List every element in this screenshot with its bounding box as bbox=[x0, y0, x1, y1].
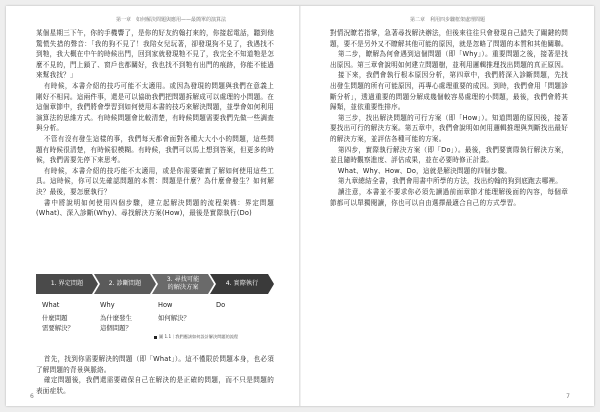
label-what: What bbox=[42, 301, 60, 309]
left-running-head: 第一章 如何解決問題與應用——最簡單的演算法 bbox=[116, 17, 227, 23]
label-how-zh: 如何解決？ bbox=[158, 314, 190, 322]
left-page bbox=[6, 6, 300, 406]
figure-caption bbox=[154, 334, 238, 340]
figure-caption-text: 圖 1.1｜我們應該如何設計解決問題的流程 bbox=[159, 334, 239, 339]
diagram-step-2-label: 2. 診斷問題 bbox=[108, 280, 142, 287]
label-what-zh: 什麼問題 需要解決？ bbox=[42, 314, 74, 332]
paragraph: 接下來，我們會執行根本原因分析，第四章中，我們將深入診斷問題，先找出發生問題的所有可能原因，再專心處理重要的成因。到時，我們會用「問題診斷分析」，透過重要的問題分解成幾個較容易處理的小問題，最後，我們會將其歸類，並依重要性排序。 bbox=[330, 71, 568, 112]
diagram-step-1 bbox=[36, 274, 98, 294]
paragraph: 有時候，本書介紹的技巧能不太適用，或是你需要確實了解如何使用這些工具。這時候，你可以先確認問題的本質：問題是什麼？為什麼會發生？如何解決？最後，要怎麼執行？ bbox=[36, 166, 274, 196]
diagram-step-3 bbox=[152, 274, 214, 294]
paragraph: 不管有沒有發生這樣的事，我們每天都會面對各種大大小小的問題，這些問題有時候很清楚，有時候很模糊。有時候，我們可以馬上想到答案，但更多的時候，我們需要先停下來思考。 bbox=[36, 134, 274, 165]
diagram-steps bbox=[36, 274, 274, 294]
right-page bbox=[300, 6, 594, 406]
left-page-number: 6 bbox=[30, 393, 34, 400]
paragraph: 書中將說明如何使用四個步驟，建立起解決問題的流程架構：界定問題(What)、深入診斷(Why)、尋找解決方案(How)，最後是實際執行(Do) bbox=[36, 198, 274, 218]
paragraph: 對情況瞭若指掌，急著尋找解決辦法，但後來往往只會發現自己錯失了關鍵的問題，要不是另外又不瞭解其他可能的原因，就是忽略了問題的本質和其他關聯。 bbox=[330, 29, 568, 48]
book-spread bbox=[6, 6, 594, 406]
diagram-step-4-label: 4. 實際執行 bbox=[225, 280, 259, 287]
left-body-text-bottom bbox=[36, 354, 274, 396]
paragraph: 首先，找到你需要解決的問題（即「What」）。這不僅限於問題本身，也必須了解問題的背景與脈絡。 bbox=[36, 355, 274, 374]
label-why: Why bbox=[100, 301, 115, 309]
paragraph: 第四步，實際執行解決方案（即「Do」）。最後，我們要實際執行解決方案，並且隨時觀察進度、評估成果，並在必要時修正計畫。 bbox=[330, 145, 568, 165]
diagram-step-4 bbox=[210, 274, 274, 294]
right-page-number: 7 bbox=[566, 393, 570, 400]
paragraph: What、Why、How、Do，這就是解決問題的四個步驟。 bbox=[337, 166, 512, 175]
left-body-text-top bbox=[36, 28, 274, 219]
diagram-step-3-label: 3. 尋找可能 的解決方案 bbox=[166, 276, 200, 291]
right-running-head: 第二章 利用四步驟框架處理問題 bbox=[410, 17, 486, 23]
right-body-text bbox=[330, 28, 568, 208]
paragraph: 第九章總結全書，我們會用書中所學的方法，找出約翰的狗到底跑去哪裡。 bbox=[337, 177, 563, 186]
paragraph: 有時候，本書介紹的技巧可能不太適用。或因為發現的問題與我們在意義上剛好不相同。這兩件事，還是可以協助我們把問題拆解成可以處理的小問題。在這個章節中，我們將會學習到如何使用本書的技巧來解決問題，並學會如何利用演算法的思維方式。有時候問題會比較清楚，有時候問題需要我們先做一些調查與分析。 bbox=[36, 81, 274, 133]
paragraph: 確定問題後，我們還需要確保自己在解決的是正確的問題，而不只是問題的表面症狀。 bbox=[36, 376, 274, 395]
paragraph: 讀注意，本書並不要求你必須先讀過前面章節才能理解後面的內容，每個章節都可以單獨閱讀，你也可以自由選擇最適合自己的方式學習。 bbox=[330, 187, 568, 207]
diagram-step-2 bbox=[94, 274, 156, 294]
label-how: How bbox=[158, 301, 173, 309]
paragraph: 第二步，瞭解為何會遇到這個問題（即「Why」）。重要問題之後，接著是找出原因。第三章會說明如何建立問題樹，並利用邏輯推理找出問題的真正原因。 bbox=[330, 50, 568, 69]
diagram-english-labels bbox=[36, 301, 274, 311]
label-why-zh: 為什麼發生 這個問題？ bbox=[100, 314, 132, 332]
diagram-step-1-label: 1. 界定問題 bbox=[50, 280, 84, 287]
paragraph: 某個星期三下午，你的手機響了，是你的好友約翰打來的，你接起電話，聽到他驚慌失措的聲音：「我的狗不見了！我陪女兒玩著，卻發現狗不見了，我遇找不到牠，我大概在中午的時候出門，回到家就發現牠不見了，我完全不知道牠是怎麼不見的，門上鎖了、窗戶也都關好，我也找不到牠有出門的痕跡，你能不能過來幫我找？」 bbox=[36, 29, 274, 80]
paragraph: 第三步，找出解決問題的可行方案（即「How」）。知道問題的原因後，接著要找出可行的解決方案。第五章中，我們會說明如何用邏輯推理與判斷找出最好的解決方案，並評估各種可能的方案。 bbox=[330, 113, 568, 143]
label-do: Do bbox=[216, 301, 226, 309]
